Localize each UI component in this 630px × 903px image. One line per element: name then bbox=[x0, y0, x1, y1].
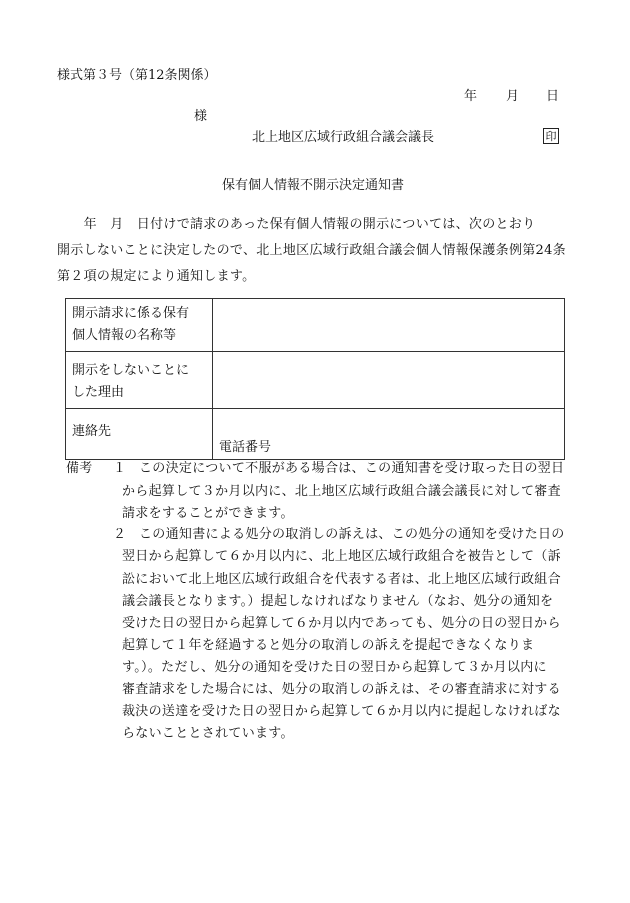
table-row bbox=[66, 299, 565, 352]
note-number: １ bbox=[113, 461, 127, 476]
note-line: 請求をすることができます。 bbox=[122, 506, 294, 521]
document-title: 保有個人情報不開示決定通知書 bbox=[222, 178, 405, 193]
date-month: 月 bbox=[506, 89, 520, 104]
contact-value[interactable] bbox=[213, 409, 565, 460]
body-line: 年 月 日付けで請求のあった保有個人情報の開示については、次のとおり bbox=[57, 217, 536, 232]
table-row bbox=[66, 409, 565, 460]
seal-mark: 印 bbox=[543, 128, 559, 144]
notes-heading: 備考 bbox=[66, 461, 93, 476]
sender-name: 北上地区広域行政組合議会議長 bbox=[252, 130, 435, 145]
table-row bbox=[66, 352, 565, 409]
body-paragraph bbox=[57, 212, 577, 290]
note-line: この決定について不服がある場合は、この通知書を受け取った日の翌日 bbox=[139, 461, 565, 476]
label-line: 連絡先 bbox=[72, 424, 112, 439]
addressee-suffix: 様 bbox=[194, 109, 208, 124]
note-number: ２ bbox=[113, 527, 127, 542]
label-line: した理由 bbox=[72, 385, 125, 400]
note-line: 受けた日の翌日から起算して６か月以内であっても、処分の日の翌日から bbox=[122, 616, 561, 631]
note-line: らないこととされています。 bbox=[122, 726, 294, 741]
form-number: 様式第３号（第12条関係） bbox=[57, 68, 217, 83]
date-day: 日 bbox=[546, 89, 560, 104]
row-label-requested-info bbox=[66, 299, 213, 352]
info-table bbox=[65, 298, 565, 460]
note-line: 訟において北上地区広域行政組合を代表する者は、北上地区広域行政組合 bbox=[122, 572, 561, 587]
row-label-contact bbox=[66, 409, 213, 460]
label-line: 個人情報の名称等 bbox=[72, 328, 177, 343]
body-line: 第２項の規定により通知します。 bbox=[57, 269, 256, 284]
requested-info-value[interactable] bbox=[213, 299, 565, 352]
label-line: 開示請求に係る保有 bbox=[72, 306, 190, 321]
body-line: 開示しないことに決定したので、北上地区広域行政組合議会個人情報保護条例第24条 bbox=[57, 243, 566, 258]
date-year: 年 bbox=[464, 89, 478, 104]
note-line: から起算して３か月以内に、北上地区広域行政組合議会議長に対して審査 bbox=[122, 484, 561, 499]
label-line: 開示をしないことに bbox=[72, 363, 190, 378]
note-line: す。）。ただし、処分の通知を受けた日の翌日から起算して３か月以内に bbox=[122, 660, 547, 675]
note-line: 裁決の送達を受けた日の翌日から起算して６か月以内に提起しなければな bbox=[122, 704, 561, 719]
note-line: 起算して１年を経過すると処分の取消しの訴えを提起できなくなりま bbox=[122, 638, 535, 653]
note-line: 翌日から起算して６か月以内に、北上地区広域行政組合を被告として（訴 bbox=[122, 549, 561, 564]
row-label-reason bbox=[66, 352, 213, 409]
note-line: 議会議長となります。）提起しなければなりません（なお、処分の通知を bbox=[122, 594, 554, 609]
phone-label: 電話番号 bbox=[219, 440, 272, 455]
reason-value[interactable] bbox=[213, 352, 565, 409]
note-line: 審査請求をした場合には、処分の取消しの訴えは、その審査請求に対する bbox=[122, 682, 561, 697]
note-line: この通知書による処分の取消しの訴えは、この処分の通知を受けた日の bbox=[139, 527, 565, 542]
